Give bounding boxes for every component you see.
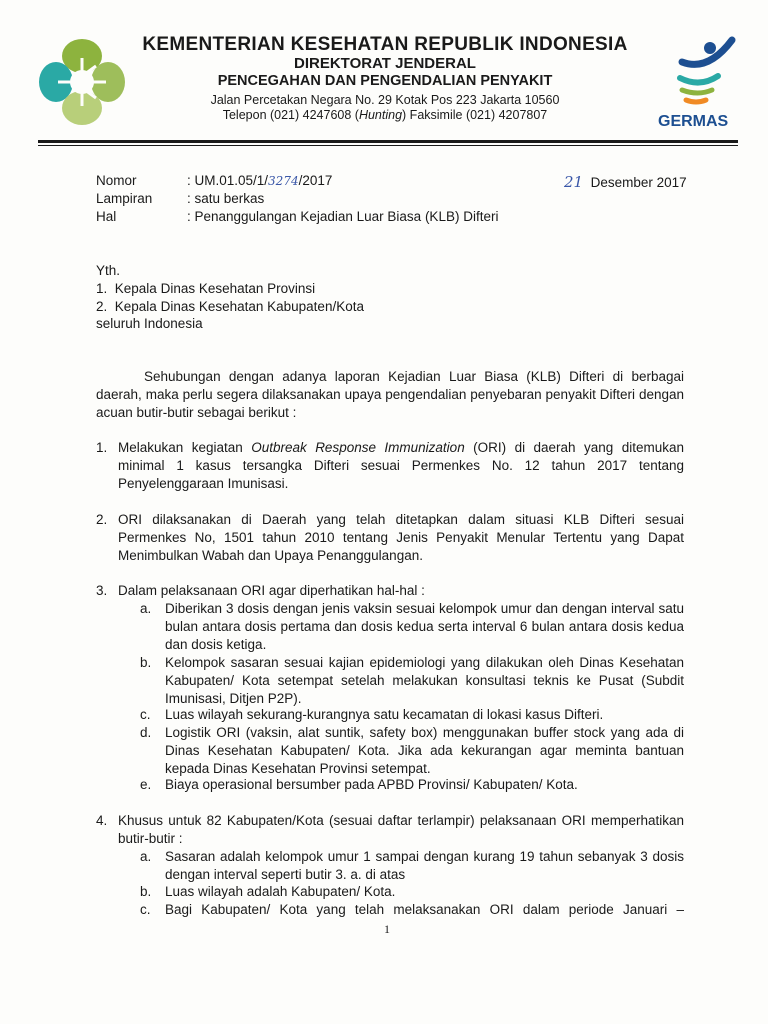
- letter-date: 21 Desember 2017: [564, 173, 687, 191]
- recipient-closing: seluruh Indonesia: [96, 316, 203, 331]
- point-number: 4.: [96, 813, 108, 828]
- point-3b-text: Kelompok sasaran sesuai kajian epidemiologi yang dilakukan oleh Dinas Kesehatan Kabupaten/ Kota setempat setelah melakukan konsultasi teknis ke Pusat (Subdit Imunisasi, Ditjen P2P).: [165, 655, 684, 706]
- salutation: Yth.: [96, 263, 121, 278]
- recipient-item: 1. Kepala Dinas Kesehatan Provinsi: [96, 281, 316, 296]
- page-number: 1: [384, 922, 390, 936]
- sub-letter: e.: [140, 777, 152, 792]
- nomor-handwritten: 3274: [268, 174, 299, 188]
- point-3a-text: Diberikan 3 dosis dengan jenis vaksin sesuai kelompok umur dan dengan interval satu bulan antara dosis pertama dan dosis kedua serta interval 6 bulan antara dosis kedua dan dosis ketiga.: [165, 601, 684, 652]
- point-3-intro: Dalam pelaksanaan ORI agar diperhatikan hal-hal :: [118, 583, 425, 598]
- ministry-logo-petals: [39, 39, 125, 125]
- letterhead-rule-thin: [38, 145, 738, 146]
- office-phone: Telepon (021) 4247608 (Hunting) Faksimile (021) 4207807: [222, 108, 548, 122]
- point-number: 1.: [96, 440, 108, 455]
- point-2-text: ORI dilaksanakan di Daerah yang telah ditetapkan dalam situasi KLB Difteri sesuai Permenkes No, 1501 tahun 2010 tentang Jenis Penyakit Menular Tertentu yang Dapat Menimbulkan Wabah dan Upaya Penanggulangan.: [118, 512, 684, 563]
- point-number: 2.: [96, 512, 108, 527]
- letterhead-rule-thick: [38, 140, 738, 143]
- sub-letter: d.: [140, 725, 152, 740]
- germas-label: GERMAS: [658, 113, 729, 130]
- point-3e-text: Biaya operasional bersumber pada APBD Provinsi/ Kabupaten/ Kota.: [165, 777, 578, 792]
- sub-letter: b.: [140, 884, 152, 899]
- point-4-intro: Khusus untuk 82 Kabupaten/Kota (sesuai daftar terlampir) pelaksanaan ORI memperhatikan butir-butir :: [118, 813, 684, 846]
- sub-letter: a.: [140, 601, 152, 616]
- point-4a-text: Sasaran adalah kelompok umur 1 sampai dengan kurang 19 tahun sebanyak 3 dosis dengan interval seperti butir 3. a. di atas: [165, 849, 684, 882]
- point-3d-text: Logistik ORI (vaksin, alat suntik, safety box) menggunakan buffer stock yang ada di Dinas Kesehatan Kabupaten/ Kota. Jika ada kekurangan agar meminta bantuan kepada Dinas Kesehatan Provinsi setempat.: [165, 725, 684, 776]
- nomor-label: Nomor: [96, 173, 137, 188]
- lampiran-label: Lampiran: [96, 191, 153, 206]
- intro-paragraph: Sehubungan dengan adanya laporan Kejadian Luar Biasa (KLB) Difteri di berbagai daerah, maka perlu segera dilaksanakan upaya pengendalian penyebaran penyakit Difteri dengan acuan butir-butir sebagai berikut :: [96, 369, 684, 420]
- point-number: 3.: [96, 583, 108, 598]
- hal-label: Hal: [96, 209, 117, 224]
- nomor-value: : UM.01.05/1/3274/2017: [187, 173, 333, 188]
- lampiran-value: : satu berkas: [187, 191, 265, 206]
- date-handwritten: 21: [564, 173, 584, 191]
- sub-letter: b.: [140, 655, 152, 670]
- hal-value: : Penanggulangan Kejadian Luar Biasa (KLB) Difteri: [187, 209, 499, 224]
- point-4c-text: Bagi Kabupaten/ Kota yang telah melaksanakan ORI dalam periode Januari –: [165, 902, 684, 917]
- ministry-name: KEMENTERIAN KESEHATAN REPUBLIK INDONESIA: [142, 34, 628, 55]
- sub-letter: c.: [140, 902, 151, 917]
- ministry-logo: [36, 36, 128, 128]
- office-address: Jalan Percetakan Negara No. 29 Kotak Pos 223 Jakarta 10560: [210, 93, 560, 107]
- point-4b-text: Luas wilayah adalah Kabupaten/ Kota.: [165, 884, 396, 899]
- sub-letter: c.: [140, 707, 151, 722]
- point-1-text: Melakukan kegiatan Outbreak Response Immunization (ORI) di daerah yang ditemukan minimal 1 kasus tersangka Difteri sesuai Permenkes No. 12 tahun 2017 tentang Penyelenggaraan Imunisasi.: [118, 440, 684, 491]
- recipient-item: 2. Kepala Dinas Kesehatan Kabupaten/Kota: [96, 299, 364, 314]
- sub-letter: a.: [140, 849, 152, 864]
- directorate-name: DIREKTORAT JENDERAL: [294, 55, 476, 72]
- division-name: PENCEGAHAN DAN PENGENDALIAN PENYAKIT: [217, 73, 553, 89]
- point-3c-text: Luas wilayah sekurang-kurangnya satu kecamatan di lokasi kasus Difteri.: [165, 707, 604, 722]
